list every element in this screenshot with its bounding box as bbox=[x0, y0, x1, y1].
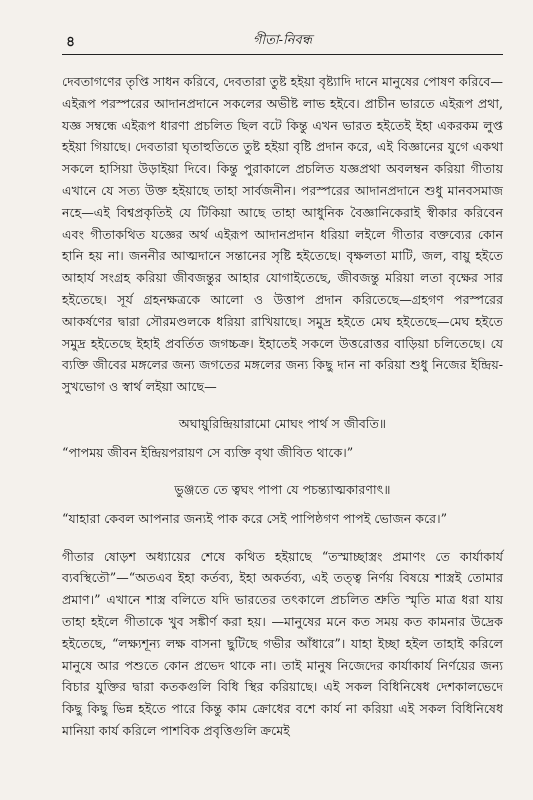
verse-translation: “যাহারা কেবল আপনার জন্যই পাক করে সেই পাপিষ্ঠগণ পাপই ভোজন করে।” bbox=[62, 510, 448, 526]
sanskrit-verse: ভুঞ্জতে তে ত্বঘং পাপা যে পচন্ত্যাত্মকারণাৎ॥ bbox=[174, 481, 391, 497]
paragraph: গীতার ষোড়শ অধ্যায়ের শেষে কথিত হইয়াছে “তস্মাচ্ছাস্ত্রং প্রমাণং তে কার্যাকার্য ব্যবস্থিতৌ”—“অতএব ইহা কর্তব্য, ইহা অকর্তব্য, এই তত্ত্ব নির্ণয় বিষয়ে শাস্ত্রই তোমার প্রমাণ।” এখানে শাস্ত্র বলিতে যদি ভারতের তৎকালে প্রচলিত শ্রুতি স্মৃতি মাত্র ধরা যায় তাহা হইলে গীতাকে খুব সঙ্কীর্ণ করা হয়। —মানুষের মনে কত সময় কত কামনার উদ্রেক হইতেছে, “লক্ষ্যশূন্য লক্ষ বাসনা ছুটিছে গভীর আঁধারে”। যাহা ইচ্ছা হইল তাহাই করিলে মানুষে আর পশুতে কোন প্রভেদ থাকে না। তাই মানুষ নিজেদের কার্যাকার্য নির্ণয়ের জন্য বিচার যুক্তির দ্বারা কতকগুলি বিধি স্থির করিয়াছে। এই সকল বিধিনিষেধ দেশকালভেদে কিছু কিছু ভিন্ন হইতে পারে কিন্তু কাম ক্রোধের বশে কার্য না করিয়া এই সকল বিধিনিষেধ মানিয়া কার্য করিলে পাশবিক প্রবৃত্তিগুলি ক্রমেই bbox=[62, 548, 503, 738]
verse-translation: “পাপময় জীবন ইন্দ্রিয়পরায়ণ সে ব্যক্তি বৃথা জীবিত থাকে।” bbox=[62, 444, 354, 460]
paragraph: দেবতাগণের তৃপ্তি সাধন করিবে, দেবতারা তুষ্ট হইয়া বৃষ্ট্যাদি দানে মানুষের পোষণ করিবে—এইরূপ পরস্পরের আদানপ্রদানে সকলের অভীষ্ট লাভ হইবে। প্রাচীন ভারতে এইরূপ প্রথা, যজ্ঞ সম্বন্ধে এইরূপ ধারণা প্রচলিত ছিল বটে কিন্তু এখন ভারত হইতেই ইহা একরকম লুপ্ত হইয়া গিয়াছে। দেবতারা ঘৃতাহুতিতে তুষ্ট হইয়া বৃষ্টি প্রদান করে, এই বিজ্ঞানের যুগে একথা সকলে হাসিয়া উড়াইয়া দিবে। কিন্তু পুরাকালে প্রচলিত যজ্ঞপ্রথা অবলম্বন করিয়া গীতায় এখানে যে সত্য উক্ত হইয়াছে তাহা সার্বজনীন। পরস্পরের আদানপ্রদানে শুধু মানবসমাজ নহে—এই বিশ্বপ্রকৃতিই যে টিকিয়া আছে তাহা আধুনিক বৈজ্ঞানিকেরাই স্বীকার করিবেন এবং গীতাকথিত যজ্ঞের অর্থ এইরূপ আদানপ্রদান ধরিয়া লইলে গীতার বক্তব্যের কোন হানি হয় না। জননীর আত্মদানে সন্তানের সৃষ্টি হইতেছে। বৃক্ষলতা মাটি, জল, বায়ু হইতে আহার্য সংগ্রহ করিয়া জীবজন্তুর আহার যোগাইতেছে, জীবজন্তু মরিয়া লতা বৃক্ষের সার হইতেছে। সূর্য গ্রহনক্ষত্রকে আলো ও উত্তাপ প্রদান করিতেছে—গ্রহগণ পরস্পরের আকর্ষণের দ্বারা সৌরমণ্ডলকে ধরিয়া রাখিয়াছে। সমুদ্র হইতে মেঘ হইতেছে—মেঘ হইতে সমুদ্র হইতেছে ইহাই প্রবর্তিত জগচ্চক্র। ইহাতেই সকলে উত্তরোত্তর বাড়িয়া চলিতেছে। যে ব্যক্তি জীবের মঙ্গলের জন্য জগতের মঙ্গলের জন্য কিছু দান না করিয়া শুধু নিজের ইন্দ্রিয়-সুখভোগ ও স্বার্থ লইয়া আছে— bbox=[62, 74, 503, 395]
running-title: গীতা-নিবন্ধ bbox=[252, 33, 313, 48]
sanskrit-verse: অঘায়ুরিন্দ্রিয়ারামো মোঘং পার্থ স জীবতি॥ bbox=[178, 415, 387, 431]
page-header bbox=[62, 30, 503, 55]
page-number: ৪ bbox=[66, 34, 76, 50]
